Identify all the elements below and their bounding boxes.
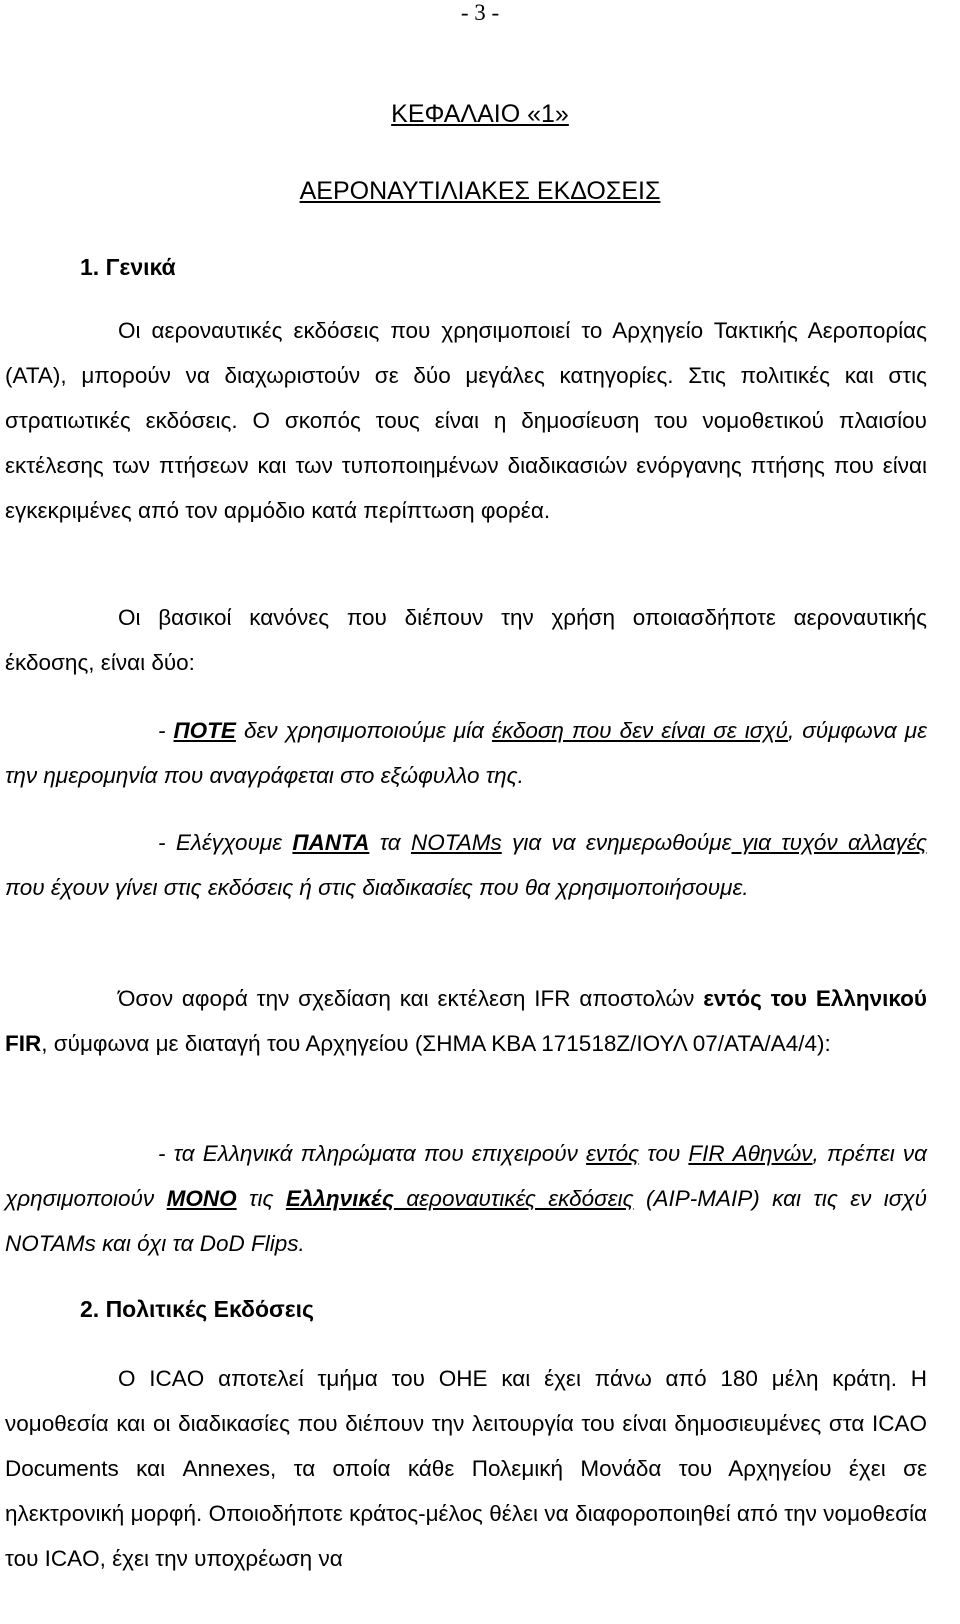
paragraph-general-intro: Οι αεροναυτικές εκδόσεις που χρησιμοποιεί το Αρχηγείο Τακτικής Αεροπορίας (ΑΤΑ), μπορούν να διαχωριστούν σε δύο μεγάλες κατηγορίες. Στις πολιτικές και στις στρατιωτικές εκδόσεις. Ο σκοπός τους είναι η δημοσίευση του νομοθετικού πλαισίου εκτέλεσης των πτήσεων και των τυποποιημένων διαδικασιών ενόργανης πτήσης που είναι εγκεκριμένες από τον αρμόδιο κατά περίπτωση φορέα. xyxy=(5,318,927,523)
chapter-title: ΑΕΡΟΝΑΥΤΙΛΙΑΚΕΣ ΕΚΔΟΣΕΙΣ xyxy=(299,177,661,205)
paragraph-basic-rules: Οι βασικοί κανόνες που διέπουν την χρήση οποιασδήποτε αεροναυτικής έκδοσης, είναι δύο: xyxy=(5,605,927,675)
paragraph-ifr-missions: Όσον αφορά την σχεδίαση και εκτέλεση IFR αποστολών εντός του Ελληνικού FIR, σύμφωνα με διαταγή του Αρχηγείου (ΣΗΜΑ ΚΒΑ 171518Ζ/ΙΟΥΛ 07/ΑΤΑ/Α4/4): xyxy=(5,986,927,1056)
paragraph-icao: Ο ICAO αποτελεί τμήμα του ΟΗΕ και έχει πάνω από 180 μέλη κράτη. Η νομοθεσία και οι διαδικασίες που διέπουν την λειτουργία του είναι δημοσιευμένες στα ICAO Documents και Annexes, τα οποία κάθε Πολεμική Μονάδα του Αρχηγείου έχει σε ηλεκτρονική μορφή. Οποιοδήποτε κράτος-μέλος θέλει να διαφοροποιηθεί από την νομοθεσία του ICAO, έχει την υποχρέωση να xyxy=(5,1366,927,1571)
rule-3-greek-publications: - τα Ελληνικά πληρώματα που επιχειρούν εντός του FIR Αθηνών, πρέπει να χρησιμοποιούν ΜΟΝΟ τις Ελληνικές αεροναυτικές εκδόσεις (AIP-MAIP) και τις εν ισχύ NOTAMs και όχι τα DoD Flips. xyxy=(5,1141,928,1256)
chapter-heading: ΚΕΦΑΛΑΙΟ «1» xyxy=(391,100,569,128)
page-number: - 3 - xyxy=(460,0,500,25)
section-1-heading: 1. Γενικά xyxy=(80,254,176,280)
rule-2-check-notams: - Ελέγχουμε ΠΑΝΤΑ τα NOTAMs για να ενημερωθούμε για τυχόν αλλαγές που έχουν γίνει στις εκδόσεις ή στις διαδικασίες που θα χρησιμοποιήσουμε. xyxy=(5,830,927,900)
rule-1-valid-edition: - ΠΟΤΕ δεν χρησιμοποιούμε μία έκδοση που δεν είναι σε ισχύ, σύμφωνα με την ημερομηνία που αναγράφεται στο εξώφυλλο της. xyxy=(5,718,927,788)
section-2-heading: 2. Πολιτικές Εκδόσεις xyxy=(80,1296,315,1322)
